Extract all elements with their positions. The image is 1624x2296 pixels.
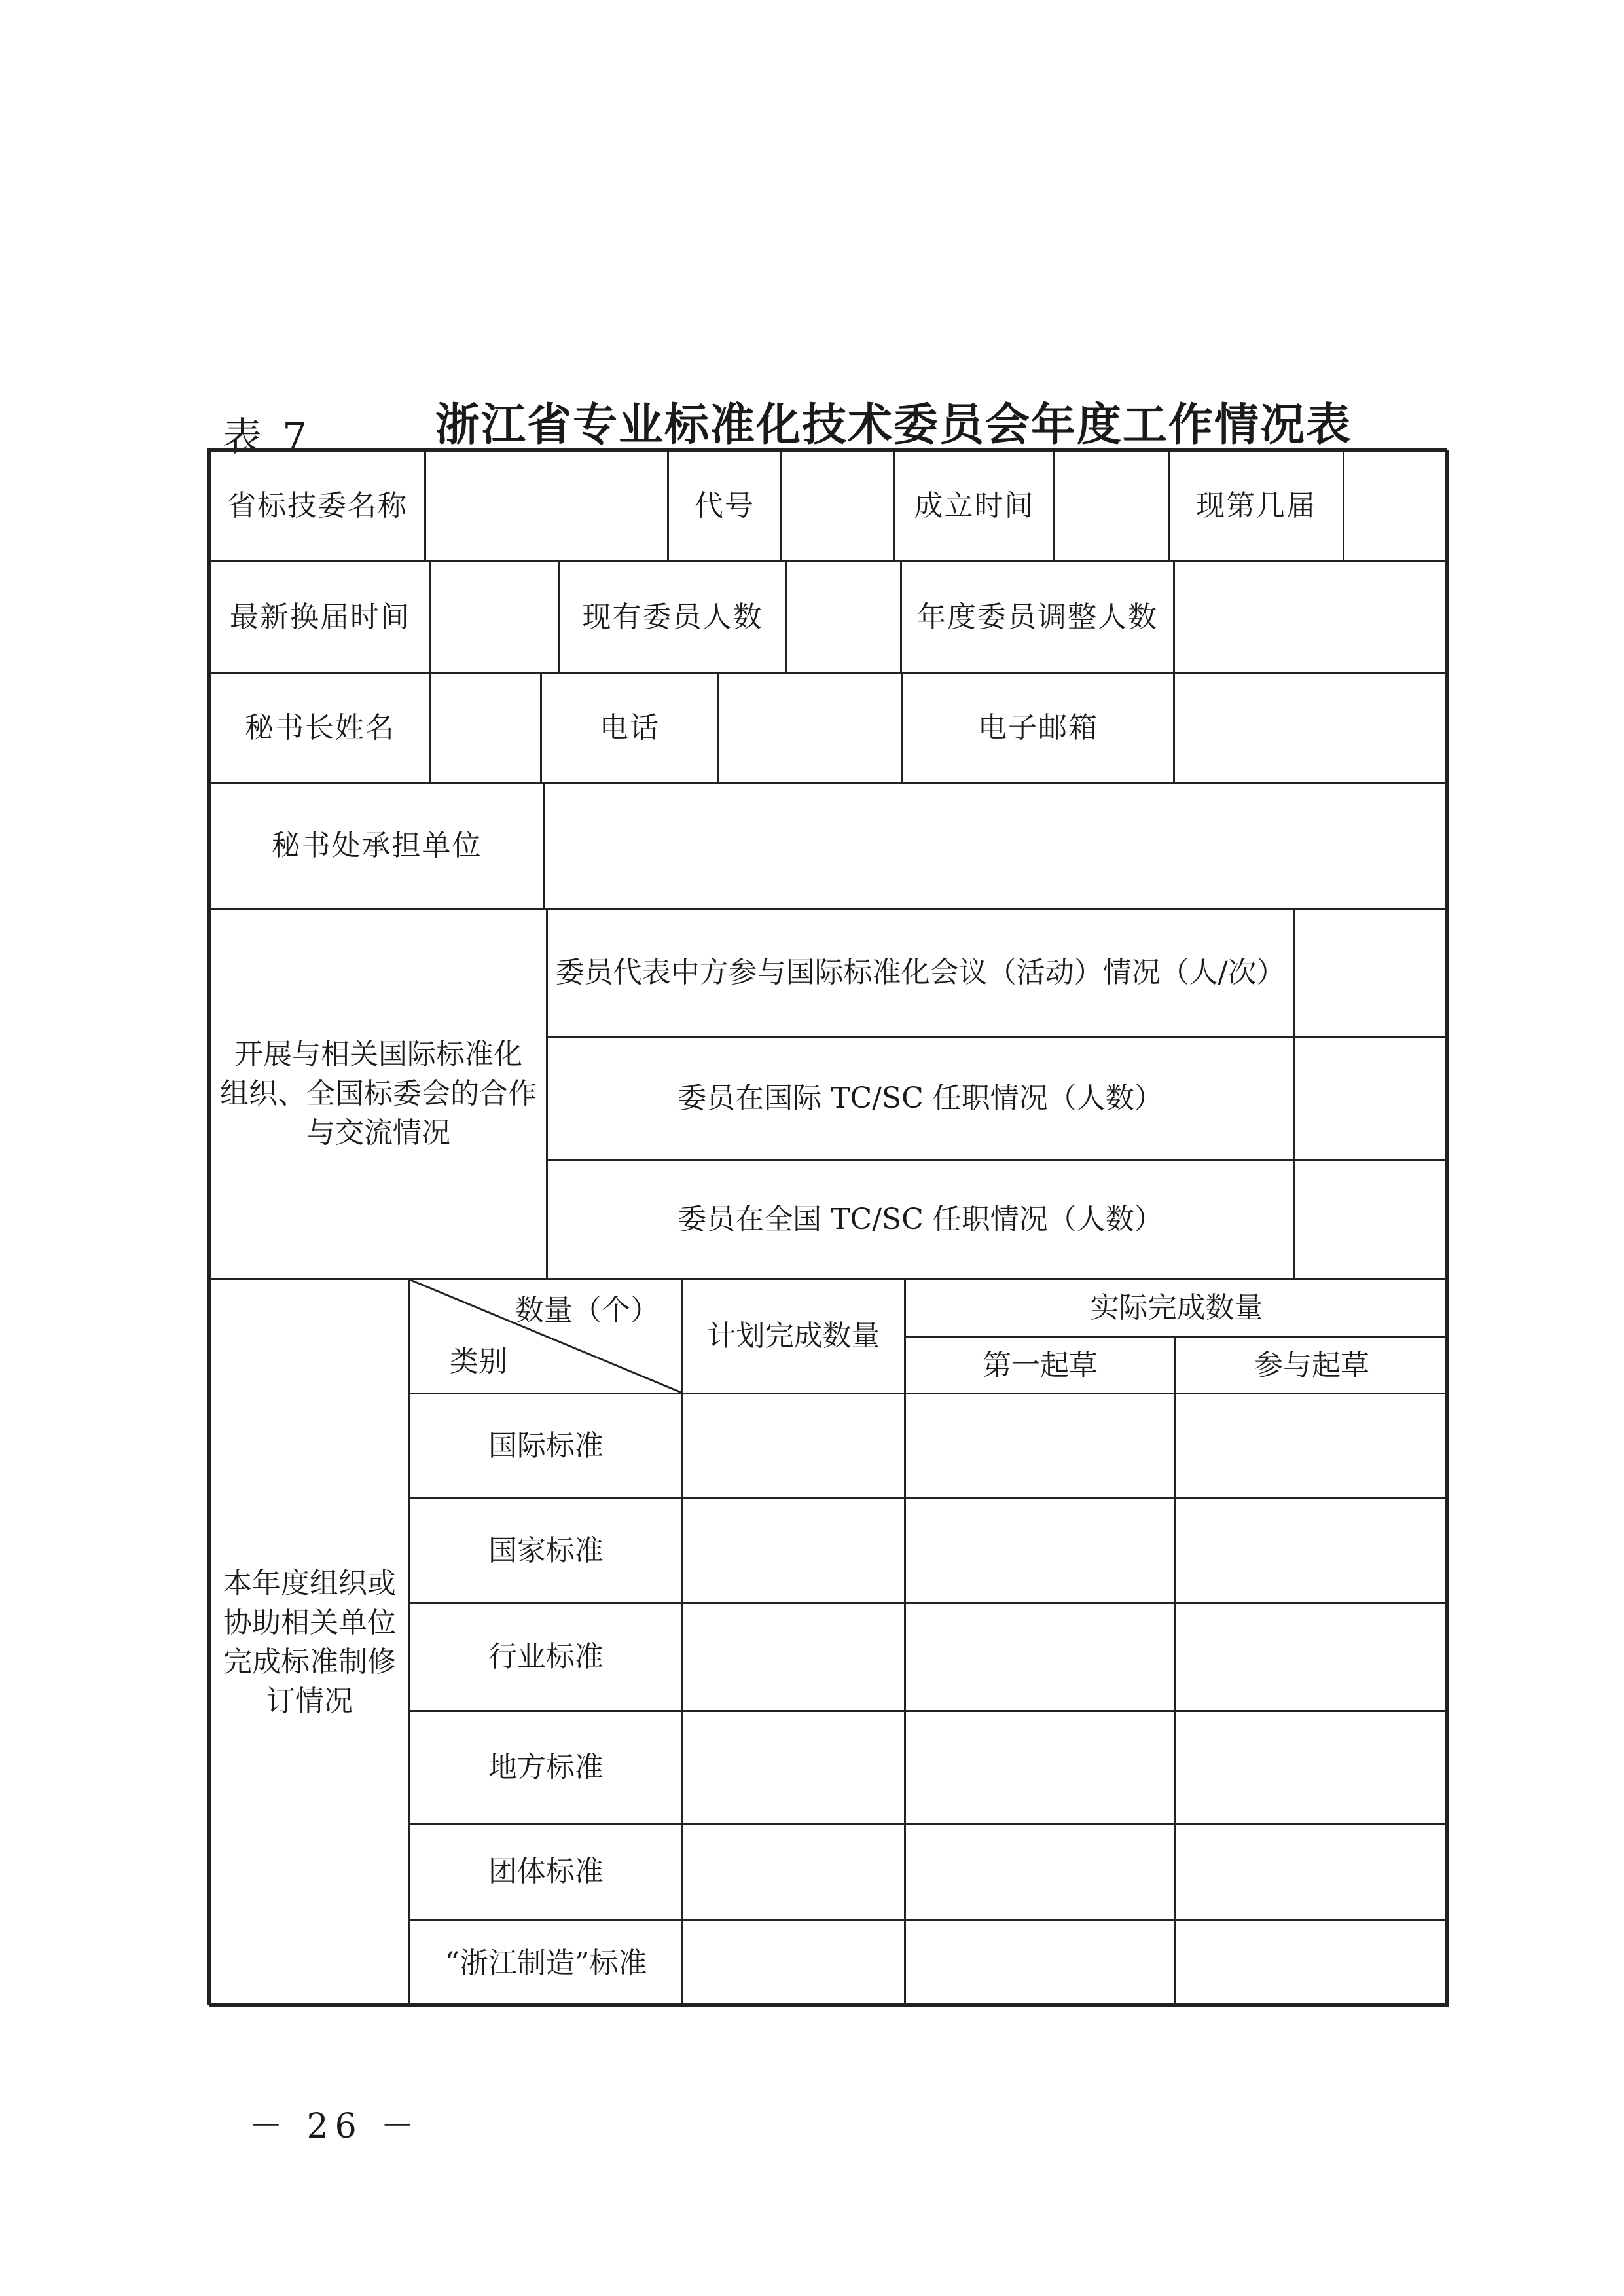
category-group: 团体标准 [408, 1823, 683, 1921]
founded-date-field[interactable] [1053, 450, 1170, 562]
national-tc-sc-positions-field[interactable] [1293, 1159, 1449, 1280]
committee-name-field[interactable] [424, 450, 669, 562]
secretary-name-field[interactable] [429, 672, 542, 784]
co-draft-field-national[interactable] [1174, 1497, 1449, 1604]
co-draft-field-industry[interactable] [1174, 1602, 1449, 1712]
member-adjust-field[interactable] [1173, 560, 1449, 674]
founded-date-label: 成立时间 [893, 450, 1055, 562]
planned-field-zhejiang-made[interactable] [681, 1919, 906, 2007]
secretariat-unit-field[interactable] [543, 782, 1449, 910]
phone-label: 电话 [540, 672, 719, 784]
intl-tc-sc-positions-label: 委员在国际 TC/SC 任职情况（人数） [546, 1036, 1295, 1161]
national-tc-sc-positions-label: 委员在全国 TC/SC 任职情况（人数） [546, 1159, 1295, 1280]
actual-count-header: 实际完成数量 [904, 1278, 1449, 1338]
co-drafter-header: 参与起草 [1174, 1336, 1449, 1394]
latest-renewal-label: 最新换届时间 [209, 560, 431, 674]
planned-field-international[interactable] [681, 1393, 906, 1499]
planned-field-industry[interactable] [681, 1602, 906, 1712]
cooperation-label-line: 组织、全国标委会的合作 [220, 1077, 537, 1110]
first-draft-field-group[interactable] [904, 1823, 1176, 1921]
phone-field[interactable] [717, 672, 903, 784]
category-industry: 行业标准 [408, 1602, 683, 1712]
co-draft-field-zhejiang-made[interactable] [1174, 1919, 1449, 2007]
intl-meeting-participation-field[interactable] [1293, 908, 1449, 1038]
quantity-header: 数量（个） [515, 1294, 659, 1327]
first-draft-field-international[interactable] [904, 1393, 1176, 1499]
email-label: 电子邮箱 [901, 672, 1175, 784]
committee-name-label: 省标技委名称 [209, 450, 426, 562]
first-draft-field-industry[interactable] [904, 1602, 1176, 1712]
planned-field-group[interactable] [681, 1823, 906, 1921]
diagonal-header-cell [408, 1278, 683, 1394]
planned-field-local[interactable] [681, 1710, 906, 1825]
cooperation-label-line: 开展与相关国际标准化 [234, 1038, 522, 1071]
member-count-label: 现有委员人数 [558, 560, 787, 674]
table-number-label: 表 7 [223, 414, 312, 460]
secretary-name-label: 秘书长姓名 [209, 672, 431, 784]
co-draft-field-international[interactable] [1174, 1393, 1449, 1499]
category-local: 地方标准 [408, 1710, 683, 1825]
first-draft-field-zhejiang-made[interactable] [904, 1919, 1176, 2007]
member-count-field[interactable] [785, 560, 902, 674]
page-number: － 26 － [249, 2107, 422, 2146]
standards-section-label [209, 1278, 410, 2007]
member-adjust-label: 年度委员调整人数 [900, 560, 1175, 674]
first-draft-field-national[interactable] [904, 1497, 1176, 1604]
first-draft-field-local[interactable] [904, 1710, 1176, 1825]
co-draft-field-local[interactable] [1174, 1710, 1449, 1825]
code-label: 代号 [667, 450, 782, 562]
standards-label-line: 订情况 [266, 1685, 353, 1718]
first-drafter-header: 第一起草 [904, 1336, 1176, 1394]
standards-label-line: 完成标准制修 [223, 1645, 396, 1679]
standards-label-line: 本年度组织或 [223, 1567, 396, 1600]
latest-renewal-field[interactable] [429, 560, 560, 674]
category-header: 类别 [450, 1345, 507, 1378]
intl-meeting-participation-label: 委员代表中方参与国际标准化会议（活动）情况（人/次） [546, 908, 1295, 1038]
session-field[interactable] [1343, 450, 1449, 562]
planned-count-header: 计划完成数量 [681, 1278, 906, 1394]
category-international: 国际标准 [408, 1393, 683, 1499]
code-field[interactable] [780, 450, 895, 562]
category-national: 国家标准 [408, 1497, 683, 1604]
intl-tc-sc-positions-field[interactable] [1293, 1036, 1449, 1161]
session-label: 现第几届 [1168, 450, 1344, 562]
email-field[interactable] [1173, 672, 1449, 784]
work-report-form [207, 448, 1447, 2005]
secretariat-unit-label: 秘书处承担单位 [209, 782, 545, 910]
page-title: 浙江省专业标准化技术委员会年度工作情况表 [435, 399, 1352, 451]
co-draft-field-group[interactable] [1174, 1823, 1449, 1921]
cooperation-section-label [209, 908, 548, 1280]
planned-field-national[interactable] [681, 1497, 906, 1604]
cooperation-label-line: 与交流情况 [306, 1116, 450, 1150]
standards-label-line: 协助相关单位 [223, 1606, 396, 1639]
category-zhejiang-made: “浙江制造”标准 [408, 1919, 683, 2007]
